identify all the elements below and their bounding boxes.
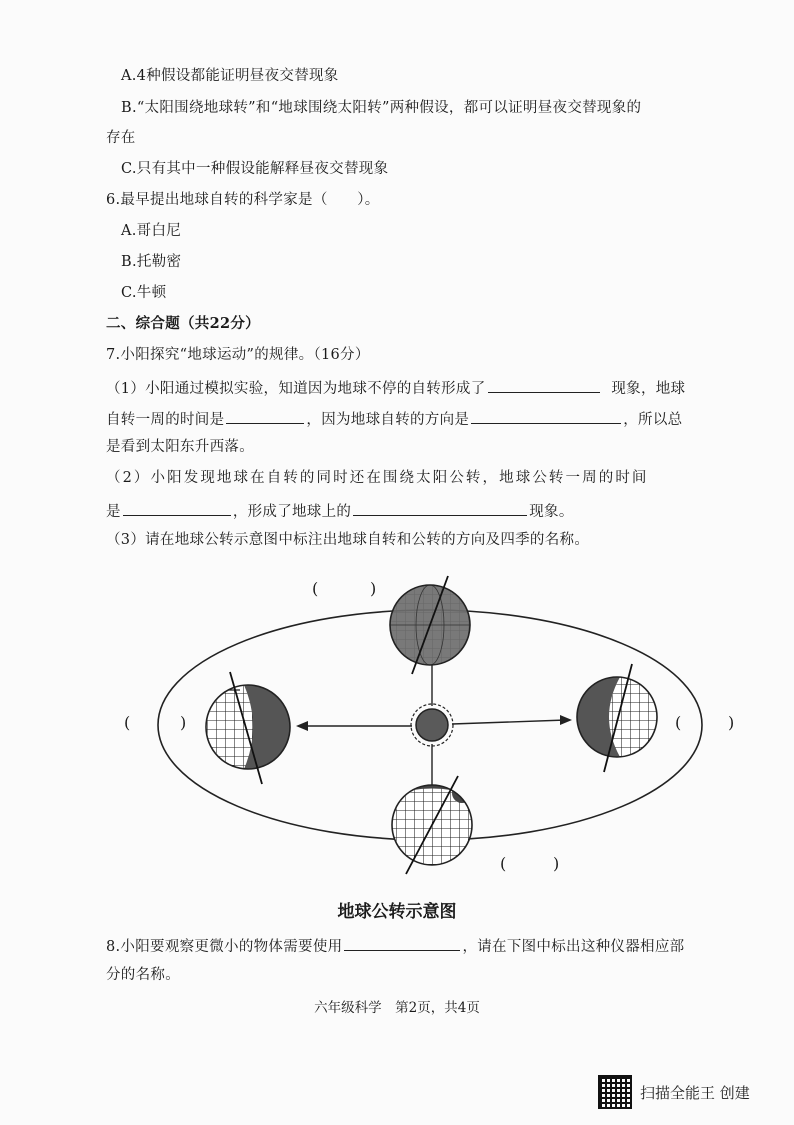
q5-option-b-line2: 存在 (106, 130, 136, 146)
q5-option-a: A.4种假设都能证明昼夜交替现象 (121, 68, 339, 84)
q8-line1 (106, 934, 684, 957)
sun-axis-right (452, 720, 566, 724)
earth-right-icon (570, 664, 657, 772)
q6-option-c: C.牛顿 (121, 285, 167, 301)
diagram-title: 地球公转示意图 (337, 902, 457, 922)
arrow-left (296, 721, 308, 731)
earth-bottom-icon (392, 776, 472, 874)
q7-part1-line3: 是看到太阳东升西落。 (106, 439, 254, 455)
page-footer: 六年级科学 第2页，共4页 (314, 1000, 480, 1016)
q6-option-b: B.托勒密 (121, 254, 182, 270)
scanner-watermark (598, 1075, 750, 1109)
q5-option-b-line1: B.“太阳围绕地球转”和“地球围绕太阳转”两种假设，都可以证明昼夜交替现象的 (121, 100, 642, 116)
q5-option-c: C.只有其中一种假设能解释昼夜交替现象 (121, 161, 389, 177)
q7-part3: （3）请在地球公转示意图中标注出地球自转和公转的方向及四季的名称。 (106, 532, 590, 548)
q7-part2-line1: （2）小阳发现地球在自转的同时还在围绕太阳公转，地球公转一周的时间 (106, 470, 649, 486)
season-blank-left-close: ) (180, 713, 187, 732)
section-heading: 二、综合题（共22分） (106, 315, 260, 332)
q7-p2-text-c: 现象。 (529, 504, 574, 520)
watermark-text: 扫描全能王 创建 (640, 1083, 750, 1102)
q8-text-a: 8.小阳要观察更微小的物体需要使用 (106, 939, 343, 955)
season-blank-right-open: ( (675, 713, 682, 732)
arrow-right (560, 715, 572, 725)
q7-p1-text-c: 自转一周的时间是 (106, 412, 225, 428)
q7-stem: 7.小阳探究“地球运动”的规律。（16分） (106, 347, 370, 363)
q7-p1-text-d: ，因为地球自转的方向是 (306, 412, 470, 428)
season-blank-bottom-open: ( (500, 854, 507, 873)
q8-text-b: ，请在下图中标出这种仪器相应部 (462, 939, 685, 955)
season-blank-left-open: ( (124, 713, 131, 732)
q8-line2: 分的名称。 (106, 967, 180, 983)
qr-code-icon (598, 1075, 632, 1109)
q7-p2-text-a: 是 (106, 504, 121, 520)
season-blank-bottom-close: ) (553, 854, 560, 873)
q7-p1-text-a: （1）小阳通过模拟实验，知道因为地球不停的自转形成了 (106, 381, 486, 397)
season-blank-top-close: ) (370, 579, 377, 598)
season-blank-top-open: ( (312, 579, 319, 598)
answer-blank-instrument[interactable] (344, 934, 460, 951)
earth-top-icon (390, 576, 470, 674)
earth-left-icon (206, 672, 300, 784)
q6-option-a: A.哥白尼 (121, 223, 182, 239)
q6-stem: 6.最早提出地球自转的科学家是（ ）。 (106, 192, 380, 208)
q7-p1-text-e: ，所以总 (623, 412, 683, 428)
season-blank-right-close: ) (728, 713, 735, 732)
sun-icon (411, 704, 453, 746)
q7-p1-text-b: 现象，地球 (611, 381, 686, 397)
q7-p2-text-b: ，形成了地球上的 (232, 504, 352, 520)
